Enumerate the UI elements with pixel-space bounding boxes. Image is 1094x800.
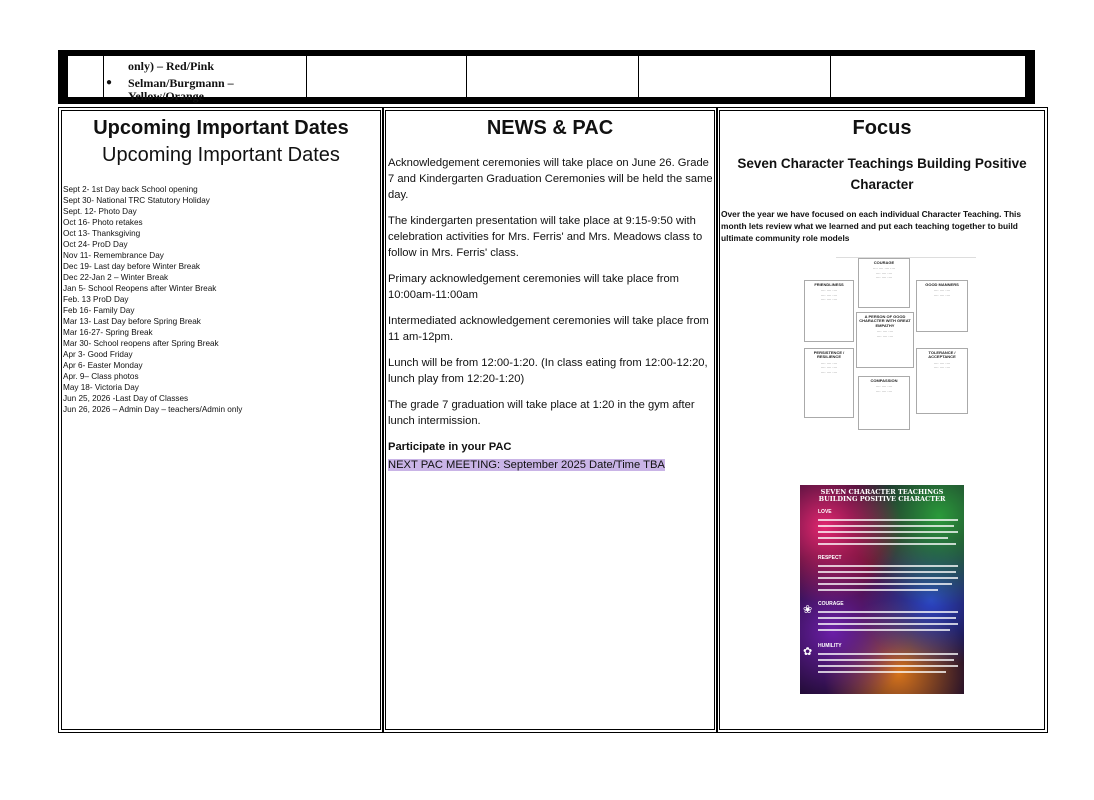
- table-cell-divider: [103, 56, 104, 97]
- focus-column: [716, 107, 1048, 733]
- poster-section-heading: RESPECT: [818, 555, 842, 561]
- diagram-box-label: PERSISTENCE / RESILIENCE: [813, 350, 845, 360]
- dates-column-inner: [61, 110, 381, 730]
- list-item: Feb 16- Family Day: [63, 306, 135, 315]
- diagram-box-label: COURAGE: [873, 260, 895, 265]
- dates-list: [63, 184, 242, 415]
- list-item: Jan 5- School Reopens after Winter Break: [63, 284, 217, 293]
- diagram-box-label: GOOD MANNERS: [925, 282, 959, 287]
- pac-heading: Participate in your PAC: [388, 441, 512, 453]
- wolf-paw-icon: ✿: [803, 646, 813, 658]
- poster-text-line: [818, 537, 948, 539]
- pac-meeting-highlight: NEXT PAC MEETING: September 2025 Date/Time TBA: [388, 459, 665, 471]
- poster-text-line: [818, 653, 958, 655]
- diagram-box: COURAGE ···· ···· ···· ···· ···· ···· ···· ···· ···· ····: [858, 258, 910, 308]
- poster-section-heading: LOVE: [818, 509, 832, 515]
- diagram-box: PERSISTENCE / RESILIENCE ···· ···· ···· ···· ···· ···· ···· ···· ····: [804, 348, 854, 418]
- focus-subtitle: Seven Character Teachings Building Positive Character: [737, 156, 1027, 192]
- poster-text-line: [818, 519, 958, 521]
- poster-text-line: [818, 583, 952, 585]
- diagram-box-label: COMPASSION: [870, 378, 898, 383]
- focus-title: Focus: [852, 117, 912, 139]
- schedule-text: [128, 60, 234, 103]
- poster-text-line: [818, 623, 958, 625]
- poster-text-line: [818, 659, 954, 661]
- list-item: Jun 26, 2026 – Admin Day – teachers/Admin only: [63, 405, 243, 414]
- poster-title-line: BUILDING POSITIVE CHARACTER: [818, 495, 946, 503]
- list-item: Mar 30- School reopens after Spring Break: [63, 339, 219, 348]
- list-item: Jun 25, 2026 -Last Day of Classes: [63, 394, 189, 403]
- poster-title: [800, 489, 964, 503]
- diagram-box-label: FRIENDLINESS: [814, 282, 844, 287]
- news-paragraph: Primary acknowledgement ceremonies will take place from 10:00am-11:00am: [388, 273, 679, 301]
- poster-title-line: SEVEN CHARACTER TEACHINGS: [820, 488, 944, 496]
- focus-column-inner: [719, 110, 1045, 730]
- schedule-line: Yellow/Orange: [128, 89, 204, 103]
- list-item: Nov 11- Remembrance Day: [63, 251, 164, 260]
- schedule-line: Selman/Burgmann –: [128, 76, 234, 90]
- diagram-box: COMPASSION ···· ···· ···· ···· ···· ····: [858, 376, 910, 430]
- diagram-box: FRIENDLINESS ···· ···· ···· ···· ···· ···· ···· ···· ····: [804, 280, 854, 342]
- news-paragraph: Acknowledgement ceremonies will take place on June 26. Grade 7 and Kindergarten Graduation Ceremonies will be held the same day.: [388, 157, 713, 201]
- diagram-box: TOLERANCE / ACCEPTANCE ···· ···· ···· ···· ···· ····: [916, 348, 968, 414]
- list-item: Oct 24- ProD Day: [63, 240, 128, 249]
- poster-section-heading: HUMILITY: [818, 643, 842, 649]
- poster-text-line: [818, 665, 958, 667]
- list-item: Feb. 13 ProD Day: [63, 295, 129, 304]
- list-item: Sept. 12- Photo Day: [63, 207, 137, 216]
- news-paragraph: The grade 7 graduation will take place at 1:20 in the gym after lunch intermission.: [388, 399, 695, 427]
- diagram-box-label: TOLERANCE / ACCEPTANCE: [928, 350, 956, 360]
- diagram-box: GOOD MANNERS ···· ···· ···· ···· ···· ····: [916, 280, 968, 332]
- news-column-inner: [385, 110, 715, 730]
- list-item: Mar 16-27- Spring Break: [63, 328, 153, 337]
- poster-text-line: [818, 577, 958, 579]
- table-cell-divider: [830, 56, 831, 97]
- list-item: Sept 2- 1st Day back School opening: [63, 185, 198, 194]
- schedule-row-inner: [68, 56, 1025, 103]
- news-paragraph: Intermediated acknowledgement ceremonies will take place from 11 am-12pm.: [388, 315, 709, 343]
- bear-paw-icon: ❀: [803, 604, 813, 616]
- list-item: Dec 22-Jan 2 – Winter Break: [63, 273, 169, 282]
- list-item: Sept 30- National TRC Statutory Holiday: [63, 196, 210, 205]
- list-item: Oct 13- Thanksgiving: [63, 229, 141, 238]
- diagram-center-label: A PERSON OF GOOD CHARACTER WITH GREAT EMPATHY: [859, 314, 911, 328]
- poster-text-line: [818, 617, 956, 619]
- list-item: Apr 6- Easter Monday: [63, 361, 143, 370]
- list-item: Oct 16- Photo retakes: [63, 218, 143, 227]
- poster-text-line: [818, 571, 956, 573]
- poster-section-heading: COURAGE: [818, 601, 844, 607]
- news-body: [388, 155, 713, 473]
- bullet-icon: ●: [106, 77, 113, 88]
- schedule-table-row: [58, 50, 1035, 104]
- news-paragraph: Lunch will be from 12:00-1:20. (In class eating from 12:00-12:20, lunch play from 12:20-1:20): [388, 357, 708, 385]
- list-item: Apr 3- Good Friday: [63, 350, 133, 359]
- dates-column: [58, 107, 384, 733]
- news-paragraph: The kindergarten presentation will take place at 9:15-9:50 with celebration activities for Mrs. Ferris' and Mrs. Meadows class to follow in Mrs. Ferris' class.: [388, 215, 703, 259]
- character-diagram: [804, 258, 976, 444]
- poster-text-line: [818, 531, 958, 533]
- poster-text-line: [818, 629, 950, 631]
- poster-text-line: [818, 543, 956, 545]
- table-cell-divider: [638, 56, 639, 97]
- dates-title: Upcoming Important Dates: [93, 117, 349, 139]
- poster-text-line: [818, 671, 946, 673]
- list-item: Mar 13- Last Day before Spring Break: [63, 317, 201, 326]
- poster-text-line: [818, 589, 938, 591]
- focus-description: Over the year we have focused on each individual Character Teaching. This month lets review what we learned and put each teaching together to build ultimate community role models: [721, 209, 1022, 243]
- diagram-center-box: A PERSON OF GOOD CHARACTER WITH GREAT EMPATHY ···· ···· ···· ···· ···· ····: [856, 312, 914, 368]
- news-column: [382, 107, 718, 733]
- poster-text-line: [818, 565, 958, 567]
- list-item: Dec 19- Last day before Winter Break: [63, 262, 200, 271]
- list-item: May 18- Victoria Day: [63, 383, 139, 392]
- table-cell-divider: [306, 56, 307, 97]
- table-cell-divider: [466, 56, 467, 97]
- poster-text-line: [818, 611, 958, 613]
- news-title: NEWS & PAC: [486, 117, 614, 139]
- dates-subtitle: Upcoming Important Dates: [102, 144, 340, 166]
- character-teachings-poster: [800, 485, 964, 694]
- list-item: Apr. 9– Class photos: [63, 372, 139, 381]
- schedule-line: only) – Red/Pink: [128, 59, 215, 73]
- poster-text-line: [818, 525, 954, 527]
